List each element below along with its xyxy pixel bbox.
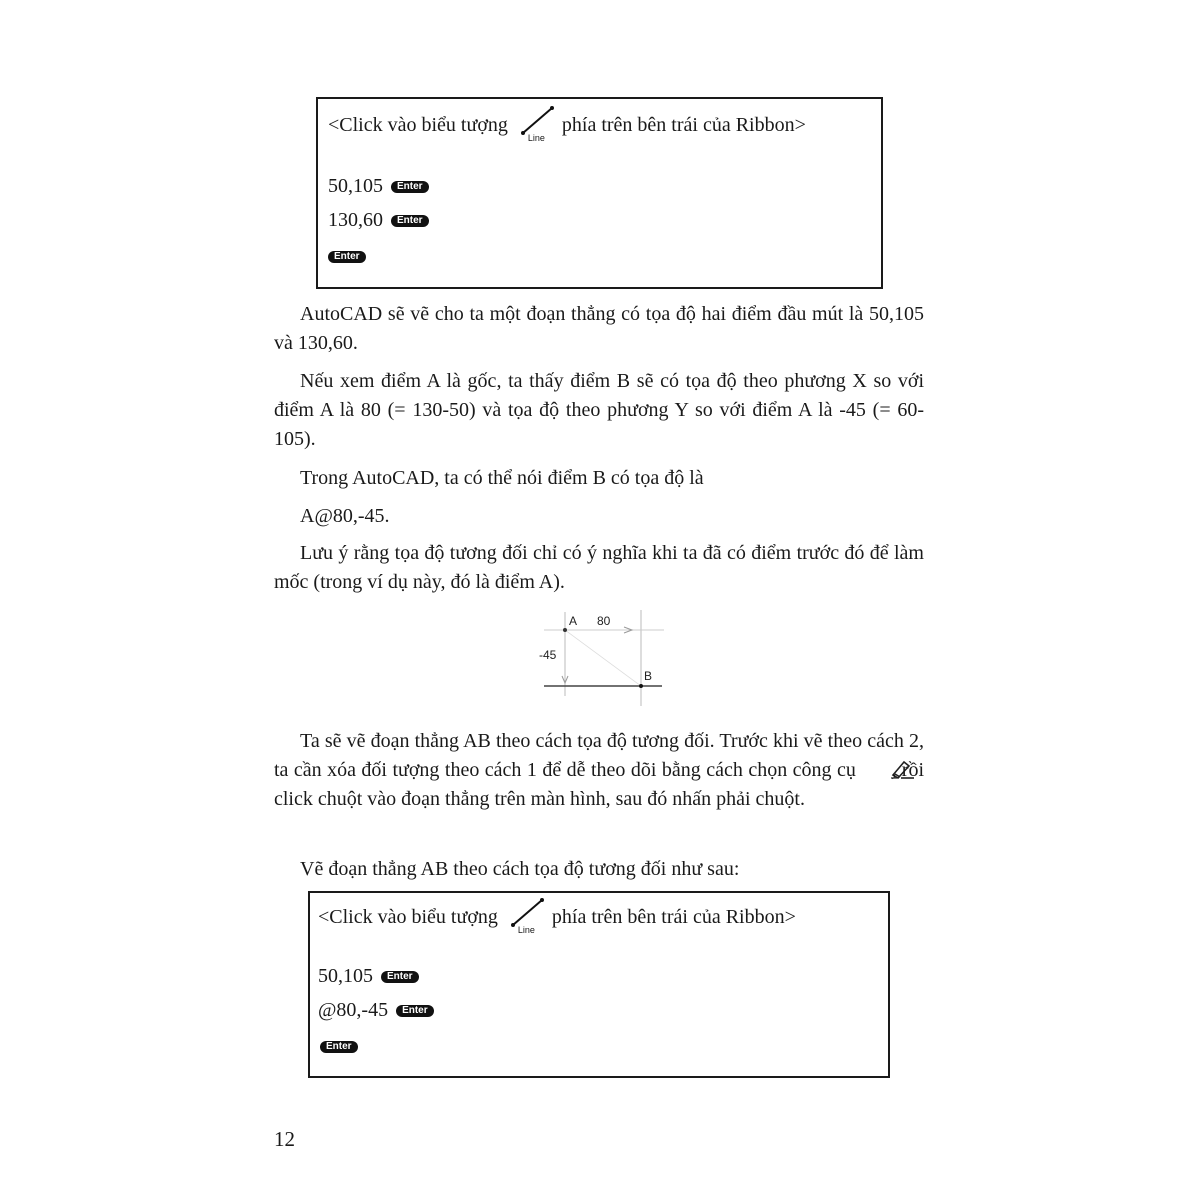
command-line-3: [312, 1041, 358, 1053]
page-number: 12: [274, 1127, 295, 1151]
paragraph-3: Trong AutoCAD, ta có thể nói điểm B có tọa độ là: [300, 467, 704, 489]
point-a-label: A: [569, 614, 578, 628]
coordinate-text: 50,105: [328, 175, 383, 197]
instruction-line: [318, 895, 796, 939]
relative-coordinate-diagram: [538, 606, 666, 706]
point-b-label: B: [644, 669, 653, 683]
paragraph-5: Lưu ý rằng tọa độ tương đối chỉ có ý nghĩa khi ta đã có điểm trước đó để làm mốc (trong ví dụ này, đó là điểm A).: [274, 542, 924, 593]
enter-key-badge: Enter: [328, 251, 366, 263]
erase-tool-icon: [863, 758, 889, 780]
paragraph-6-before: Ta sẽ vẽ đoạn thẳng AB theo cách tọa độ tương đối. Trước khi vẽ theo cách 2, ta cần xóa đối tượng theo cách 1 để dễ theo dõi bằng cách chọn công cụ: [274, 730, 924, 781]
enter-key-badge: Enter: [381, 971, 419, 983]
coordinate-text: 50,105: [318, 965, 373, 987]
paragraph-6: [274, 727, 924, 814]
instruction-before: <Click vào biểu tượng: [318, 905, 498, 928]
command-line-1: [328, 175, 429, 198]
paragraph-2: Nếu xem điểm A là gốc, ta thấy điểm B sẽ có tọa độ theo phương X so với điểm A là 80 (= 130-50) và tọa độ theo phương Y so với điểm A là -45 (= 60-105).: [274, 370, 924, 450]
coordinate-text: 130,60: [328, 209, 383, 231]
line-icon-label: Line: [517, 925, 535, 935]
coordinate-text: @80,-45: [318, 999, 389, 1021]
paragraph-7: Vẽ đoạn thẳng AB theo cách tọa độ tương đối như sau:: [300, 858, 740, 880]
dy-label: -45: [539, 648, 557, 662]
enter-key-badge: Enter: [320, 1041, 358, 1053]
instruction-line: [328, 103, 806, 147]
instruction-after: phía trên bên trái của Ribbon>: [561, 113, 806, 136]
instruction-before: <Click vào biểu tượng: [328, 113, 508, 136]
line-tool-icon: [516, 103, 556, 147]
command-box-2: [308, 891, 890, 1078]
command-line-1: [318, 965, 419, 988]
paragraph-1: AutoCAD sẽ vẽ cho ta một đoạn thẳng có tọa độ hai điểm đầu mút là 50,105 và 130,60.: [274, 303, 924, 354]
line-tool-icon: [506, 895, 546, 939]
command-line-2: [328, 209, 429, 232]
paragraph-6-after: , rồi click chuột vào đoạn thẳng trên màn hình, sau đó nhấn phải chuột.: [274, 759, 925, 810]
enter-key-badge: Enter: [391, 215, 429, 227]
enter-key-badge: Enter: [396, 1005, 434, 1017]
command-line-2: [318, 999, 434, 1022]
enter-key-badge: Enter: [391, 181, 429, 193]
line-icon-label: Line: [527, 133, 545, 143]
command-line-3: [320, 251, 366, 263]
dx-label: 80: [597, 614, 611, 628]
paragraph-4: A@80,-45.: [300, 505, 390, 527]
instruction-after: phía trên bên trái của Ribbon>: [551, 905, 796, 928]
command-box-1: [316, 97, 883, 289]
